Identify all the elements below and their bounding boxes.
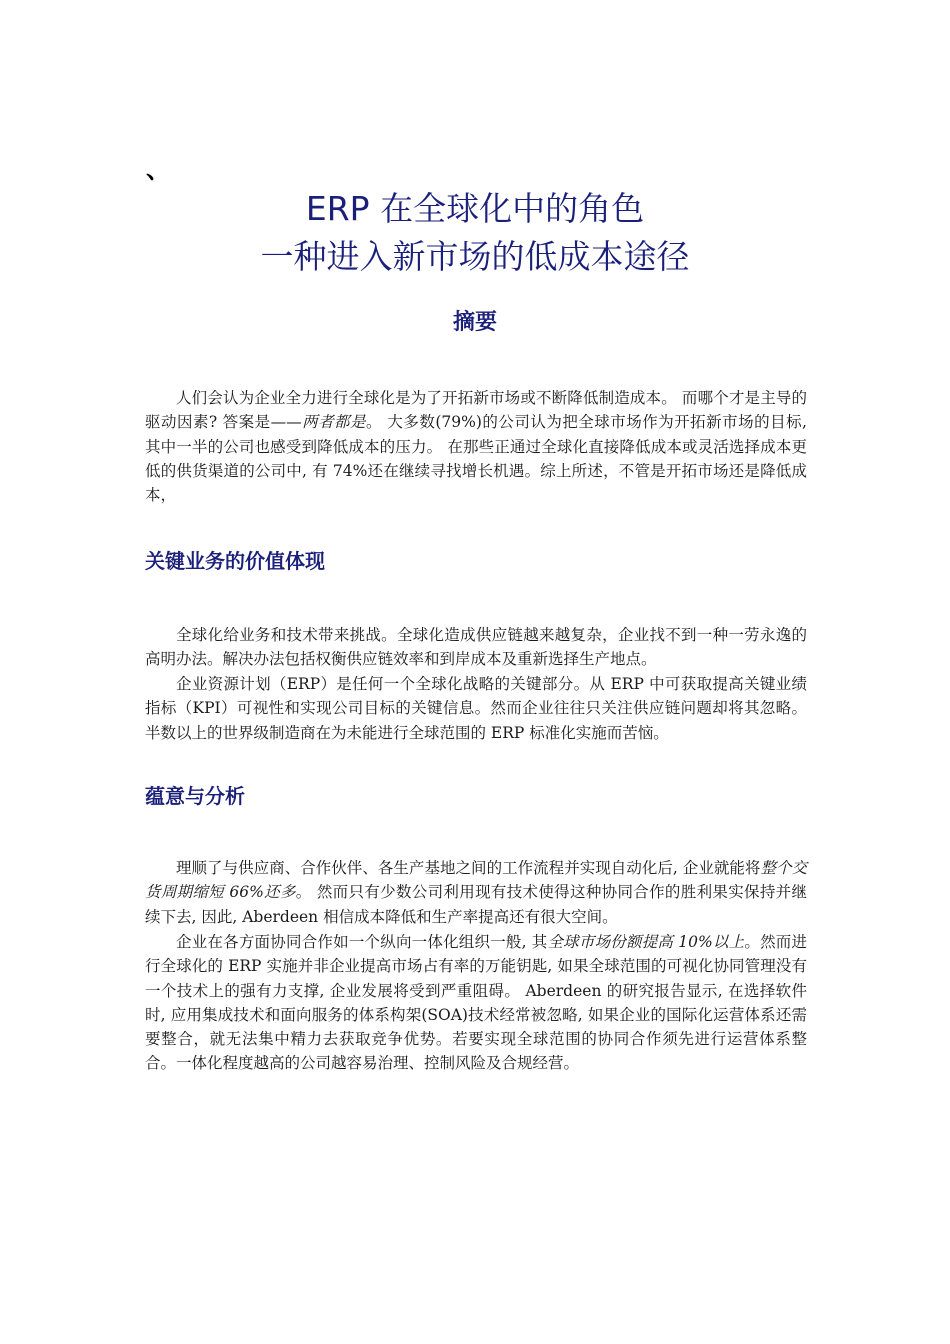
section-heading-key-business: 关键业务的价值体现 <box>145 549 325 573</box>
abstract-heading: 摘要 <box>452 310 497 335</box>
stray-mark: 、 <box>146 156 170 184</box>
key-business-paragraph-1: 全球化给业务和技术带来挑战。全球化造成供应链越来越复杂，企业找不到一种一劳永逸的高明办法。解决办法包括权衡供应链效率和到岸成本及重新选择生产地点。 <box>145 626 807 669</box>
abstract-text-a: 人们会认为企业全力进行全球化是为了开拓新市场或不断降低制造成本。 而哪个才是主导的驱动因素? 答案是—— <box>145 389 807 432</box>
title-line-1: ERP 在全球化中的角色 <box>305 189 645 228</box>
section-heading-analysis: 蕴意与分析 <box>145 784 245 808</box>
analysis-p2-text-a: 企业在各方面协同合作如一个纵向一体化组织一般, 其 <box>176 933 548 951</box>
analysis-p2-emphasis: 全球市场份额提高 10%以上 <box>547 933 745 951</box>
analysis-p1-emphasis: 整个交货周期缩短 66%还多 <box>145 859 807 902</box>
analysis-paragraph-1 <box>145 856 807 929</box>
analysis-p1-text-b: 。 然而只有少数公司利用现有技术使得这种协同合作的胜利果实保持并继续下去, 因此, Aberdeen 相信成本降低和生产率提高还有很大空间。 <box>145 883 807 926</box>
key-business-paragraph-2: 企业资源计划（ERP）是任何一个全球化战略的关键部分。从 ERP 中可获取提高关键业绩指标（KPI）可视性和实现公司目标的关键信息。然而企业往往只关注供应链问题却将其忽略。 半数以上的世界级制造商在为未能进行全球范围的 ERP 标准化实施而苦恼。 <box>145 675 807 742</box>
analysis-p2-text-b: 。然而进行全球化的 ERP 实施并非企业提高市场占有率的万能钥匙, 如果全球范围的可视化协同管理没有一个技术上的强有力支撑, 企业发展将受到严重阻碍。 Aberdeen 的研究报告显示, 在选择软件时, 应用集成技术和面向服务的体系构架(SOA)技术经常被忽略, 如果企业的国际化运营体系还需要整合，就无法集中精力去获取竞争优势。若要实现全球范围的协同合作须先进行运营体系整合。一体化程度越高的公司越容易治理、控制风险及合规经营。 <box>145 933 807 1073</box>
abstract-paragraph <box>145 386 807 507</box>
abstract-text-b: 。 大多数(79%)的公司认为把全球市场作为开拓新市场的目标, 其中一半的公司也感受到降低成本的压力。 在那些正通过全球化直接降低成本或灵活选择成本更低的供货渠道的公司中, 有 74%还在继续寻找增长机遇。综上所述，不管是开拓市场还是降低成本， <box>145 413 807 505</box>
analysis-p1-text-a: 理顺了与供应商、合作伙伴、各生产基地之间的工作流程并实现自动化后, 企业就能将 <box>176 859 761 877</box>
abstract-text-emphasis: 两者都是 <box>301 413 367 432</box>
analysis-paragraph-2 <box>145 930 807 1076</box>
title-line-2: 一种进入新市场的低成本途径 <box>260 237 690 276</box>
